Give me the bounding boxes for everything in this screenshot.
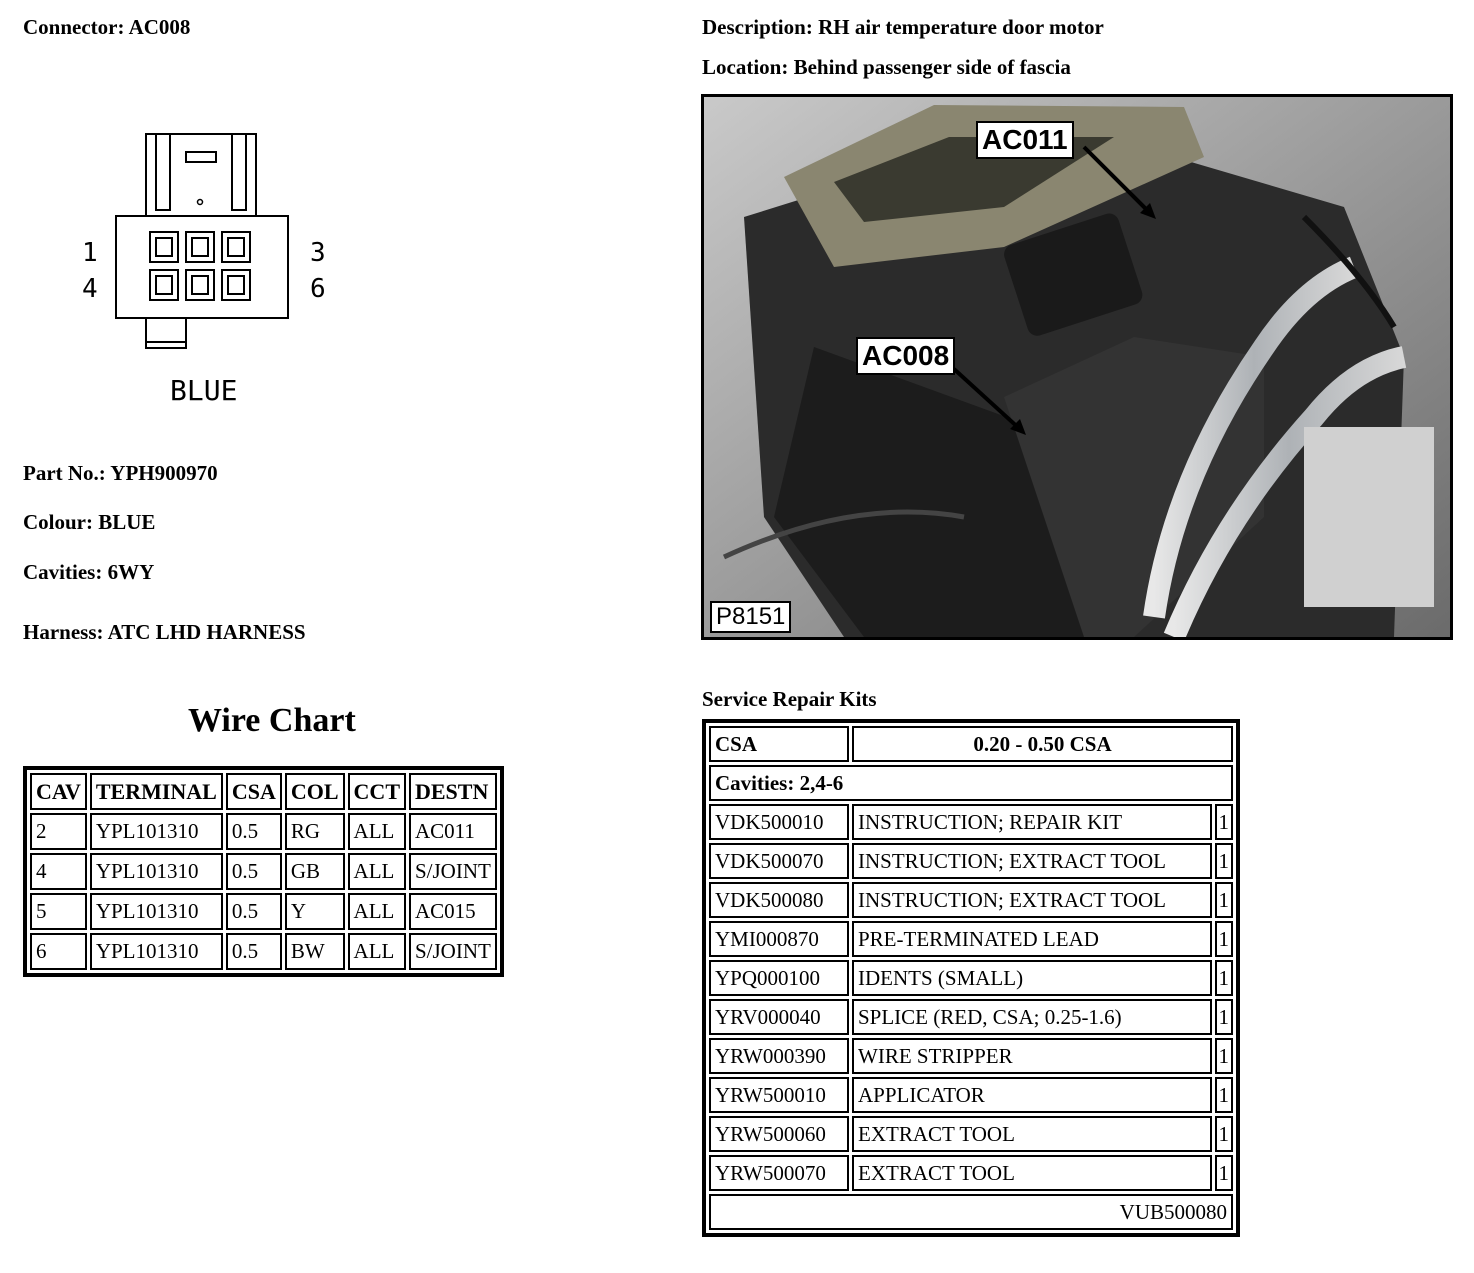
colour-value: BLUE	[98, 510, 156, 534]
connector-heading	[23, 15, 190, 40]
table-row	[709, 921, 1233, 957]
cell-csa: 0.5	[226, 813, 282, 850]
kit-number-row	[709, 1194, 1233, 1230]
cell-col: BW	[285, 933, 345, 970]
harness-value: ATC LHD HARNESS	[107, 620, 306, 644]
pin-label-4: 4	[82, 274, 98, 304]
col-header-col: COL	[285, 773, 345, 810]
cell-cct: ALL	[348, 893, 406, 930]
kit-part-number: YRW500010	[709, 1077, 849, 1113]
csa-value: 0.20 - 0.50 CSA	[852, 726, 1233, 762]
location-label: Location:	[702, 55, 789, 79]
kits-cavities: Cavities: 2,4-6	[709, 765, 1233, 801]
cell-csa: 0.5	[226, 853, 282, 890]
kit-description: SPLICE (RED, CSA; 0.25-1.6)	[852, 999, 1212, 1035]
part-number-label: Part No.:	[23, 461, 106, 485]
cell-terminal: YPL101310	[90, 853, 223, 890]
table-row	[709, 960, 1233, 996]
cell-cct: ALL	[348, 933, 406, 970]
kit-quantity: 1	[1215, 1038, 1234, 1074]
cavity-grid	[150, 232, 250, 300]
cell-cav: 6	[30, 933, 87, 970]
colour-label: Colour:	[23, 510, 93, 534]
table-row	[30, 813, 497, 850]
cell-cav: 4	[30, 853, 87, 890]
cavities-value: 6WY	[107, 560, 155, 584]
pin-label-3: 3	[310, 238, 326, 268]
table-row	[709, 999, 1233, 1035]
harness-line	[23, 620, 306, 645]
harness-label: Harness:	[23, 620, 104, 644]
kit-part-number: VDK500070	[709, 843, 849, 879]
table-row	[709, 1155, 1233, 1191]
cell-destn: S/JOINT	[409, 853, 497, 890]
repair-kits-table	[702, 719, 1240, 1237]
cell-cct: ALL	[348, 813, 406, 850]
table-row	[30, 853, 497, 890]
callout-ac011: AC011	[976, 121, 1074, 159]
location-line	[702, 55, 1071, 80]
kit-quantity: 1	[1215, 1155, 1234, 1191]
photo-id-label: P8151	[710, 601, 791, 633]
connector-label: Connector:	[23, 15, 125, 39]
table-row	[709, 1077, 1233, 1113]
kit-part-number: YPQ000100	[709, 960, 849, 996]
kit-quantity: 1	[1215, 804, 1234, 840]
connector-location-photo	[701, 94, 1453, 640]
connector-colour-caption: BLUE	[170, 374, 238, 407]
table-row	[709, 1038, 1233, 1074]
cell-cct: ALL	[348, 853, 406, 890]
kit-quantity: 1	[1215, 1077, 1234, 1113]
col-header-terminal: TERMINAL	[90, 773, 223, 810]
cavities-row	[709, 765, 1233, 801]
kit-part-number: YRW500070	[709, 1155, 849, 1191]
description-label: Description:	[702, 15, 813, 39]
pin-label-6: 6	[310, 274, 326, 304]
kit-quantity: 1	[1215, 843, 1234, 879]
col-header-destn: DESTN	[409, 773, 497, 810]
kit-part-number: YMI000870	[709, 921, 849, 957]
wire-chart-header-row	[30, 773, 497, 810]
kit-description: INSTRUCTION; EXTRACT TOOL	[852, 843, 1212, 879]
table-row	[30, 933, 497, 970]
kit-description: PRE-TERMINATED LEAD	[852, 921, 1212, 957]
cell-cav: 5	[30, 893, 87, 930]
pin-label-1: 1	[82, 238, 98, 268]
repair-kits-title: Service Repair Kits	[702, 687, 877, 711]
table-row	[709, 804, 1233, 840]
kit-part-number: YRW000390	[709, 1038, 849, 1074]
photo-illustration	[704, 97, 1450, 637]
cell-col: RG	[285, 813, 345, 850]
location-value: Behind passenger side of fascia	[793, 55, 1071, 79]
cell-col: Y	[285, 893, 345, 930]
cell-csa: 0.5	[226, 933, 282, 970]
cell-col: GB	[285, 853, 345, 890]
kit-quantity: 1	[1215, 882, 1234, 918]
kit-description: IDENTS (SMALL)	[852, 960, 1212, 996]
part-number-value: YPH900970	[110, 461, 218, 485]
csa-label: CSA	[709, 726, 849, 762]
kit-description: INSTRUCTION; EXTRACT TOOL	[852, 882, 1212, 918]
kit-quantity: 1	[1215, 960, 1234, 996]
table-row	[709, 843, 1233, 879]
table-row	[30, 893, 497, 930]
col-header-csa: CSA	[226, 773, 282, 810]
kit-number: VUB500080	[709, 1194, 1233, 1230]
connector-face-diagram	[70, 120, 360, 420]
colour-line	[23, 510, 155, 535]
connector-value: AC008	[128, 15, 191, 39]
cell-destn: AC011	[409, 813, 497, 850]
col-header-cav: CAV	[30, 773, 87, 810]
cell-csa: 0.5	[226, 893, 282, 930]
kit-description: EXTRACT TOOL	[852, 1155, 1212, 1191]
kit-quantity: 1	[1215, 921, 1234, 957]
table-row	[709, 882, 1233, 918]
cell-cav: 2	[30, 813, 87, 850]
kit-description: INSTRUCTION; REPAIR KIT	[852, 804, 1212, 840]
cell-destn: S/JOINT	[409, 933, 497, 970]
cavities-label: Cavities:	[23, 560, 103, 584]
kit-description: APPLICATOR	[852, 1077, 1212, 1113]
description-value: RH air temperature door motor	[818, 15, 1104, 39]
cell-terminal: YPL101310	[90, 893, 223, 930]
col-header-cct: CCT	[348, 773, 406, 810]
kit-description: WIRE STRIPPER	[852, 1038, 1212, 1074]
part-number-line	[23, 461, 218, 486]
callout-ac008: AC008	[856, 337, 955, 375]
description-line	[702, 15, 1104, 40]
csa-row	[709, 726, 1233, 762]
wire-chart-table	[23, 766, 504, 977]
cell-terminal: YPL101310	[90, 813, 223, 850]
kit-quantity: 1	[1215, 1116, 1234, 1152]
cell-terminal: YPL101310	[90, 933, 223, 970]
kit-description: EXTRACT TOOL	[852, 1116, 1212, 1152]
kit-part-number: VDK500080	[709, 882, 849, 918]
cavities-line	[23, 560, 154, 585]
table-row	[709, 1116, 1233, 1152]
kit-part-number: YRV000040	[709, 999, 849, 1035]
kit-quantity: 1	[1215, 999, 1234, 1035]
kit-part-number: VDK500010	[709, 804, 849, 840]
cell-destn: AC015	[409, 893, 497, 930]
wire-chart-title: Wire Chart	[188, 702, 356, 739]
kit-part-number: YRW500060	[709, 1116, 849, 1152]
